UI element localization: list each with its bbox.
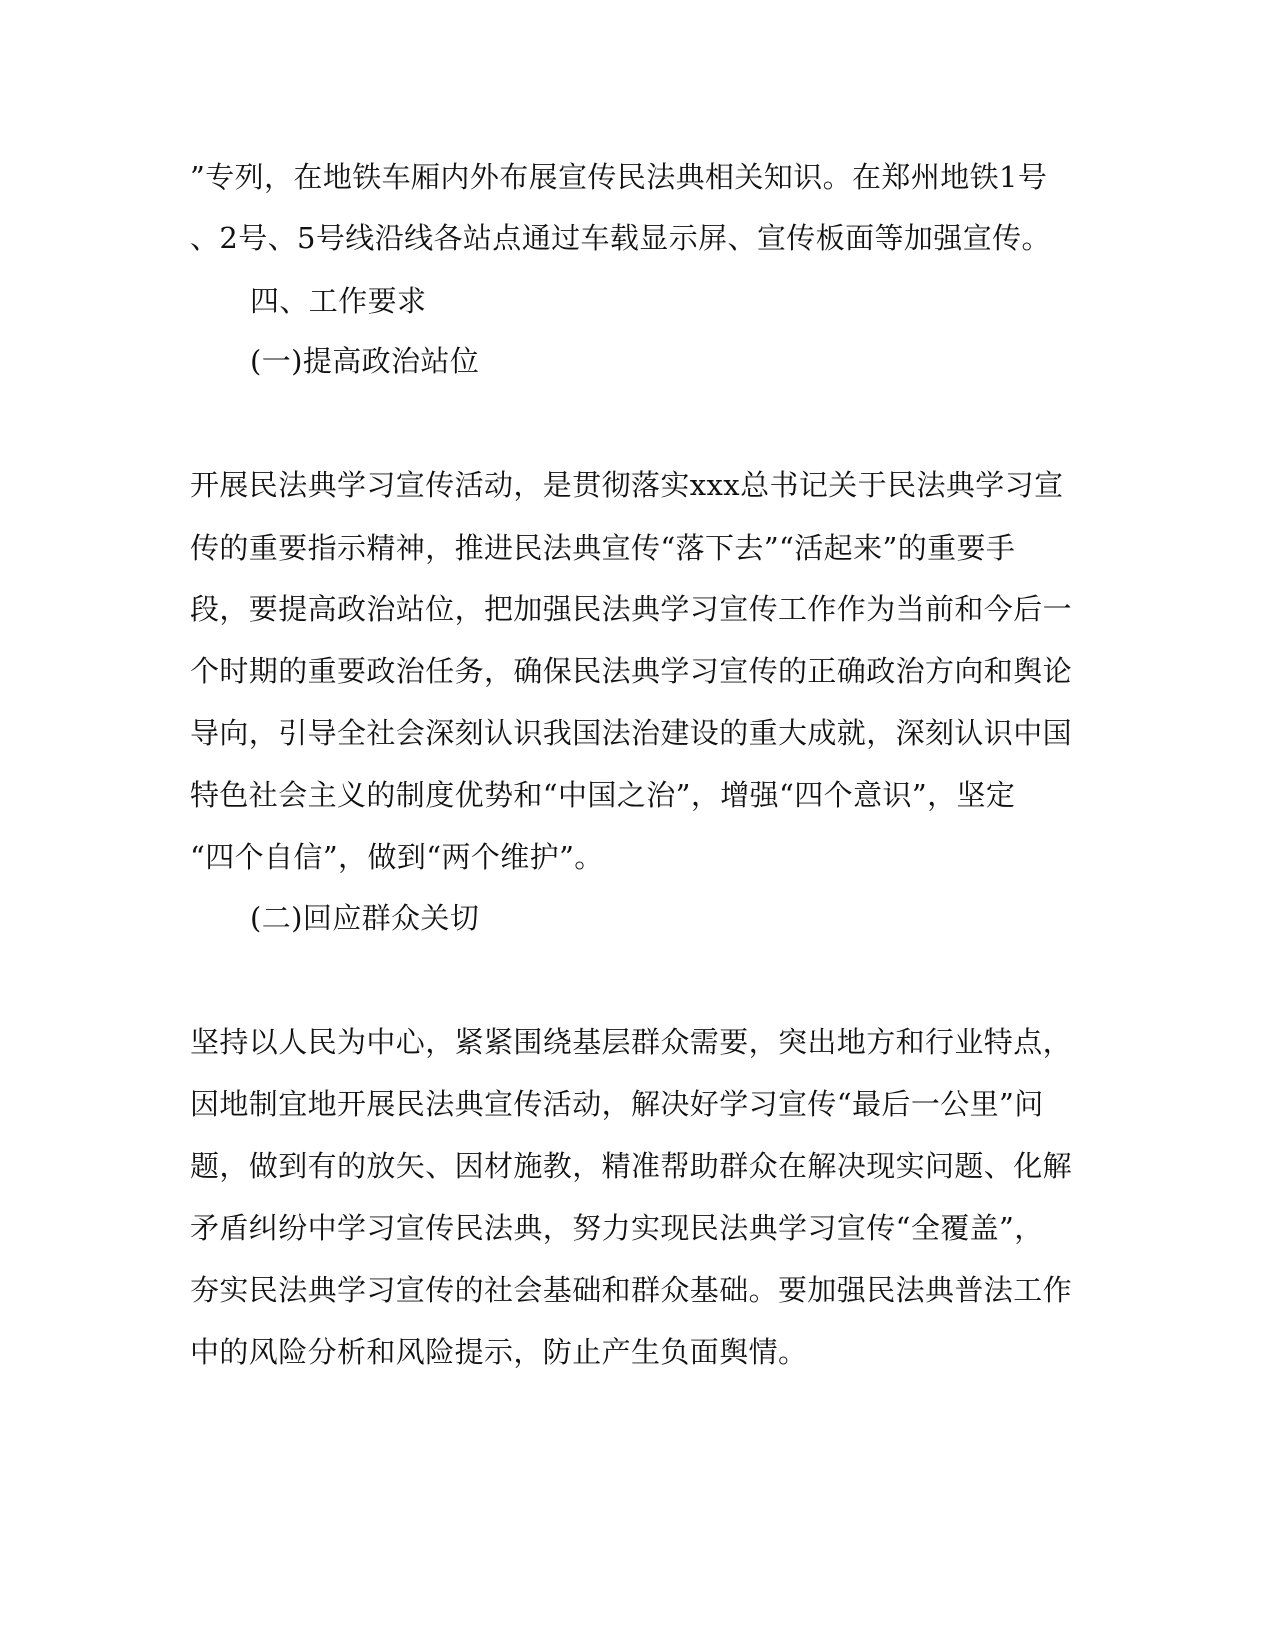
subsection-2-line-4: 矛盾纠纷中学习宣传民法典，努力实现民法典学习宣传“全覆盖”， [190, 1211, 1044, 1245]
subsection-2-line-5: 夯实民法典学习宣传的社会基础和群众基础。要加强民法典普法工作 [190, 1273, 1073, 1307]
subsection-1-line-7: “四个自信”，做到“两个维护”。 [190, 840, 604, 874]
subsection-1-line-4: 个时期的重要政治任务，确保民法典学习宣传的正确政治方向和舆论 [190, 654, 1073, 688]
subsection-1-line-5: 导向，引导全社会深刻认识我国法治建设的重大成就，深刻认识中国 [190, 716, 1073, 750]
intro-line-2: 、2号、5号线沿线各站点通过车载显示屏、宣传板面等加强宣传。 [190, 221, 1051, 255]
subsection-1-line-3: 段，要提高政治站位，把加强民法典学习宣传工作作为当前和今后一 [190, 592, 1073, 626]
subsection-2-line-6: 中的风险分析和风险提示，防止产生负面舆情。 [190, 1335, 808, 1369]
subsection-2-line-1: 坚持以人民为中心，紧紧围绕基层群众需要，突出地方和行业特点， [190, 1025, 1073, 1059]
subsection-1-line-1: 开展民法典学习宣传活动，是贯彻落实xxx总书记关于民法典学习宣 [190, 468, 1064, 502]
subsection-1-title: (一)提高政治站位 [250, 344, 480, 378]
section-heading: 四、工作要求 [250, 284, 427, 318]
subsection-2-title: (二)回应群众关切 [250, 901, 480, 935]
subsection-2-line-3: 题，做到有的放矢、因材施教，精准帮助群众在解决现实问题、化解 [190, 1149, 1073, 1183]
intro-line-1: ”专列，在地铁车厢内外布展宣传民法典相关知识。在郑州地铁1号 [190, 160, 1048, 194]
subsection-2-line-2: 因地制宜地开展民法典宣传活动，解决好学习宣传“最后一公里”问 [190, 1087, 1044, 1121]
subsection-1-line-2: 传的重要指示精神，推进民法典宣传“落下去”“活起来”的重要手 [190, 531, 1016, 565]
subsection-1-line-6: 特色社会主义的制度优势和“中国之治”，增强“四个意识”，坚定 [190, 778, 1016, 812]
